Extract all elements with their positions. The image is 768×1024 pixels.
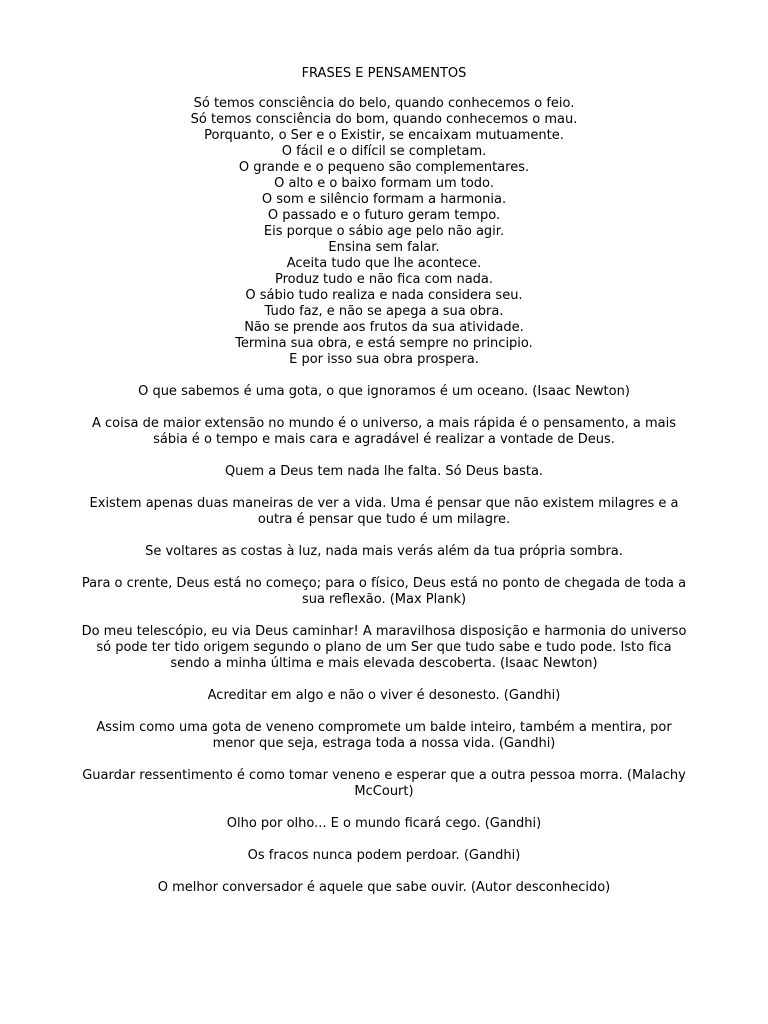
poem-block — [40, 96, 728, 368]
quote-line: sua reflexão. (Max Plank) — [301, 592, 467, 607]
quote-paragraph — [40, 688, 728, 704]
quote-paragraph — [40, 816, 728, 832]
poem-line: Só temos consciência do belo, quando conhecemos o feio. — [193, 96, 575, 111]
poem-line: Produz tudo e não fica com nada. — [274, 272, 494, 287]
quote-line: outra é pensar que tudo é um milagre. — [257, 512, 511, 527]
poem-line: O grande e o pequeno são complementares. — [238, 160, 530, 175]
quote-line: A coisa de maior extensão no mundo é o universo, a mais rápida é o pensamento, a mais — [92, 416, 676, 431]
poem-line: Porquanto, o Ser e o Existir, se encaixam mutuamente. — [204, 128, 564, 143]
poem-line: O som e silêncio formam a harmonia. — [261, 192, 507, 207]
poem-line: Só temos consciência do bom, quando conhecemos o mau. — [190, 112, 578, 127]
quote-line: Guardar ressentimento é como tomar veneno e esperar que a outra pessoa morra. (Malachy — [82, 768, 686, 783]
poem-line: Tudo faz, e não se apega a sua obra. — [264, 304, 504, 319]
quote-line: menor que seja, estraga toda a nossa vida. (Gandhi) — [212, 736, 556, 751]
quote-line: Existem apenas duas maneiras de ver a vida. Uma é pensar que não existem milagres e a — [89, 496, 679, 511]
document-title: FRASES E PENSAMENTOS — [301, 66, 467, 81]
poem-line: O passado e o futuro geram tempo. — [267, 208, 501, 223]
quote-paragraph — [40, 848, 728, 864]
quote-line: Quem a Deus tem nada lhe falta. Só Deus basta. — [224, 464, 544, 479]
poem-line: O alto e o baixo formam um todo. — [274, 176, 494, 191]
quote-paragraph — [40, 384, 728, 400]
quote-line: Do meu telescópio, eu via Deus caminhar! A maravilhosa disposição e harmonia do universo — [81, 624, 687, 639]
quote-paragraph — [40, 768, 728, 800]
poem-line: Ensina sem falar. — [328, 240, 440, 255]
quote-line: Os fracos nunca podem perdoar. (Gandhi) — [247, 848, 521, 863]
quote-paragraph — [40, 720, 728, 752]
quote-line: O melhor conversador é aquele que sabe ouvir. (Autor desconhecido) — [157, 880, 611, 895]
quote-line: Assim como uma gota de veneno compromete um balde inteiro, também a mentira, por — [96, 720, 672, 735]
quote-paragraph — [40, 416, 728, 448]
quote-paragraph — [40, 880, 728, 896]
quote-line: Para o crente, Deus está no começo; para o físico, Deus está no ponto de chegada de toda a — [81, 576, 687, 591]
poem-line: Termina sua obra, e está sempre no principio. — [235, 336, 533, 351]
poem-line: Aceita tudo que lhe acontece. — [286, 256, 482, 271]
quote-line: Se voltares as costas à luz, nada mais verás além da tua própria sombra. — [145, 544, 623, 559]
quote-line: McCourt) — [354, 784, 414, 799]
quotes-list — [40, 384, 728, 896]
poem-line: Eis porque o sábio age pelo não agir. — [263, 224, 505, 239]
quote-line: sendo a minha última e mais elevada descoberta. (Isaac Newton) — [170, 656, 598, 671]
quote-paragraph — [40, 576, 728, 608]
poem-line: E por isso sua obra prospera. — [289, 352, 479, 367]
quote-paragraph — [40, 496, 728, 528]
poem-line: O fácil e o difícil se completam. — [281, 144, 487, 159]
quote-line: O que sabemos é uma gota, o que ignoramos é um oceano. (Isaac Newton) — [138, 384, 630, 399]
quote-line: Acreditar em algo e não o viver é desonesto. (Gandhi) — [207, 688, 561, 703]
quote-paragraph — [40, 544, 728, 560]
quote-line: sábia é o tempo e mais cara e agradável é realizar a vontade de Deus. — [153, 432, 615, 447]
quote-line: só pode ter tido origem segundo o plano de um Ser que tudo sabe e tudo pode. Isto fica — [96, 640, 672, 655]
poem-line: Não se prende aos frutos da sua atividade. — [244, 320, 524, 335]
quote-line: Olho por olho... E o mundo ficará cego. (Gandhi) — [226, 816, 542, 831]
quote-paragraph — [40, 464, 728, 480]
quote-paragraph — [40, 624, 728, 672]
poem-line: O sábio tudo realiza e nada considera seu. — [245, 288, 523, 303]
document-page — [40, 66, 728, 912]
